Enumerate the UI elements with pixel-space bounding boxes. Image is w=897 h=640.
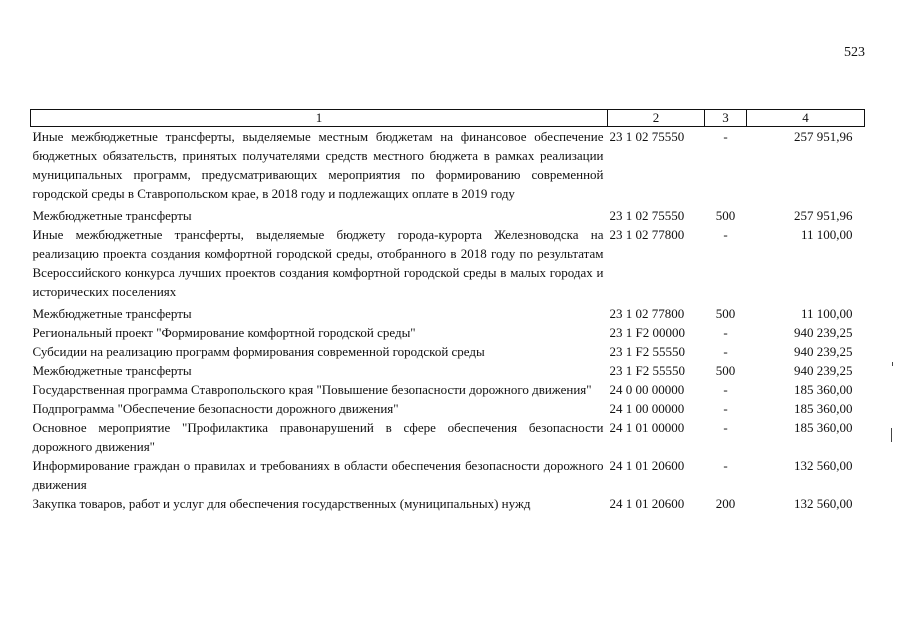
row-amount: 11 100,00	[800, 227, 853, 242]
row-expense-type: 200	[715, 496, 736, 511]
row-code: 23 1 F2 55550	[609, 344, 685, 359]
row-code: 24 1 01 20600	[609, 496, 685, 511]
table-row	[31, 361, 865, 380]
row-amount: 185 360,00	[794, 401, 853, 416]
row-expense-type: -	[723, 129, 728, 144]
table-row	[31, 380, 865, 399]
row-amount: 185 360,00	[794, 420, 853, 435]
column-header-2: 2	[608, 110, 705, 127]
row-code: 23 1 02 75550	[609, 208, 685, 223]
table-row	[31, 494, 865, 513]
table-row	[31, 418, 865, 456]
row-name: Подпрограмма "Обеспечение безопасности дорожного движения"	[32, 401, 399, 416]
row-amount: 257 951,96	[794, 129, 853, 144]
column-header-1: 1	[31, 110, 608, 127]
row-expense-type: -	[723, 382, 728, 397]
row-amount: 257 951,96	[794, 208, 853, 223]
row-code: 24 1 00 00000	[609, 401, 685, 416]
row-name: Межбюджетные трансферты	[32, 306, 192, 321]
table-row	[31, 456, 865, 494]
column-header-4: 4	[747, 110, 865, 127]
row-expense-type: -	[723, 401, 728, 416]
row-name: Иные межбюджетные трансферты, выделяемые бюджету города-курорта Железноводска на реализацию проекта создания комфортной городской среды, отобранного в 2018 году по результатам Всероссийского конкурса лучших проектов создания комфортной городской среды в малых городах и исторических поселениях	[32, 227, 604, 299]
row-name: Закупка товаров, работ и услуг для обеспечения государственных (муниципальных) нужд	[32, 496, 531, 511]
table-row	[31, 203, 865, 225]
table-row	[31, 225, 865, 301]
row-code: 23 1 02 75550	[609, 129, 685, 144]
table-row	[31, 301, 865, 323]
table-row	[31, 399, 865, 418]
page-number: 523	[844, 45, 865, 60]
row-code: 24 0 00 00000	[609, 382, 685, 397]
table-row	[31, 342, 865, 361]
row-amount: 132 560,00	[794, 496, 853, 511]
row-code: 23 1 F2 00000	[609, 325, 685, 340]
row-expense-type: -	[723, 458, 728, 473]
row-amount: 132 560,00	[794, 458, 853, 473]
row-code: 24 1 01 20600	[609, 458, 685, 473]
row-amount: 940 239,25	[794, 363, 853, 378]
row-amount: 185 360,00	[794, 382, 853, 397]
row-name: Государственная программа Ставропольского края "Повышение безопасности дорожного движения"	[32, 382, 592, 397]
row-expense-type: -	[723, 344, 728, 359]
row-name: Региональный проект "Формирование комфортной городской среды"	[32, 325, 416, 340]
row-amount: 940 239,25	[794, 325, 853, 340]
row-expense-type: -	[723, 420, 728, 435]
row-name: Межбюджетные трансферты	[32, 363, 192, 378]
row-name: Информирование граждан о правилах и требованиях в области обеспечения безопасности дорожного движения	[32, 458, 604, 492]
row-amount: 11 100,00	[800, 306, 853, 321]
column-header-3: 3	[705, 110, 747, 127]
scan-mark	[891, 428, 892, 442]
row-code: 24 1 01 00000	[609, 420, 685, 435]
scan-mark	[892, 362, 893, 366]
row-name: Субсидии на реализацию программ формирования современной городской среды	[32, 344, 485, 359]
table-row	[31, 323, 865, 342]
row-name: Иные межбюджетные трансферты, выделяемые местным бюджетам на финансовое обеспечение бюджетных обязательств, принятых получателями средств местного бюджета в рамках реализации муниципальных программ, предусматривающих мероприятия по формированию современной городской среды в Ставропольском крае, в 2018 году и подлежащих оплате в 2019 году	[32, 129, 604, 201]
row-code: 23 1 02 77800	[609, 306, 685, 321]
row-expense-type: -	[723, 325, 728, 340]
budget-table	[30, 109, 865, 513]
table-row	[31, 127, 865, 204]
row-expense-type: 500	[715, 363, 736, 378]
row-expense-type: 500	[715, 208, 736, 223]
row-code: 23 1 02 77800	[609, 227, 685, 242]
row-expense-type: -	[723, 227, 728, 242]
row-expense-type: 500	[715, 306, 736, 321]
column-header-row	[31, 110, 865, 127]
row-amount: 940 239,25	[794, 344, 853, 359]
row-name: Основное мероприятие "Профилактика правонарушений в сфере обеспечения безопасности дорожного движения"	[32, 420, 604, 454]
row-name: Межбюджетные трансферты	[32, 208, 192, 223]
row-code: 23 1 F2 55550	[609, 363, 685, 378]
